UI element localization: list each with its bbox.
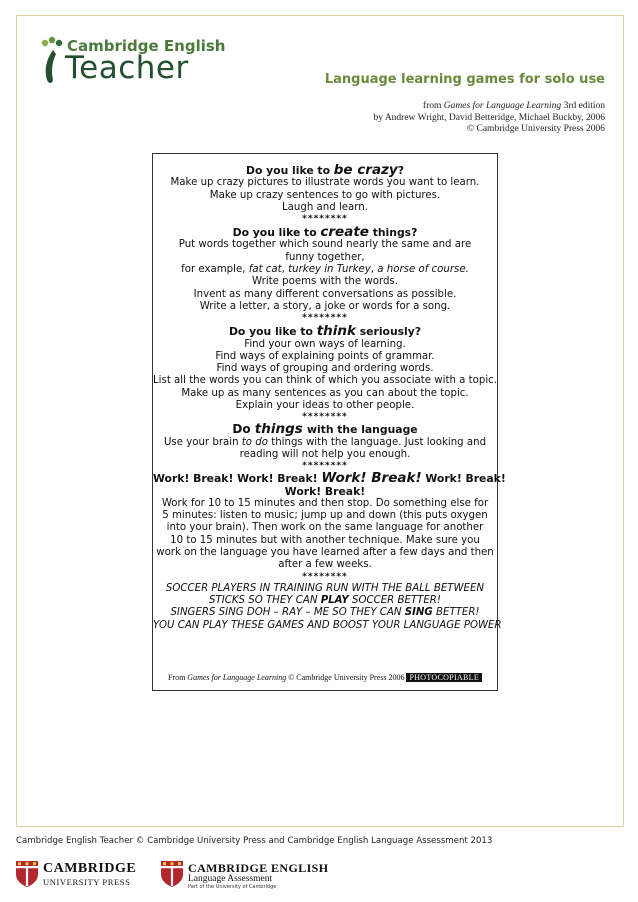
text-line: after a few weeks. bbox=[278, 559, 372, 571]
photocopiable-badge: PHOTOCOPIABLE bbox=[406, 673, 482, 682]
cambridge-shield-icon bbox=[15, 860, 39, 888]
separator-stars: ******** bbox=[302, 412, 348, 423]
footer-copyright: Cambridge English Teacher © Cambridge University Press and Cambridge English Language Assessment 2013 bbox=[16, 836, 493, 846]
heading-text: Work! Break! Work! Break! bbox=[153, 472, 318, 486]
heading-text: Do you like to bbox=[246, 164, 330, 177]
text-line: Put words together which sound nearly the same and are bbox=[178, 239, 472, 251]
text: for example, bbox=[181, 264, 246, 276]
source-citation bbox=[373, 101, 605, 136]
cambridge-university-press-logo[interactable] bbox=[15, 860, 150, 890]
text-line: into your brain). Then work on the same language for another bbox=[166, 522, 484, 534]
text: © Cambridge University Press 2006 bbox=[288, 673, 405, 682]
text-line: Make up as many sentences as you can about the topic. bbox=[181, 387, 469, 399]
heading-emphasis: think bbox=[316, 323, 356, 340]
text: SINGERS SING DOH – RAY – ME SO THEY CAN bbox=[170, 607, 402, 619]
text-line: Find your own ways of learning. bbox=[244, 338, 406, 350]
emphasis: SING bbox=[404, 607, 433, 619]
text-line: 10 to 15 minutes but with another technique. Make sure you bbox=[170, 534, 480, 546]
cela-wordmark: CAMBRIDGE ENGLISH bbox=[188, 861, 329, 875]
heading-text: with the language bbox=[306, 423, 418, 437]
caps-line bbox=[153, 607, 497, 619]
cela-subtitle: Language Assessment bbox=[188, 874, 273, 884]
text-line: Find ways of explaining points of grammar. bbox=[215, 350, 435, 362]
photocopiable-footer bbox=[153, 673, 497, 682]
text-line: reading will not help you enough. bbox=[239, 448, 411, 460]
logo-wordmark-main: Teacher bbox=[65, 50, 189, 86]
text-line: Invent as many different conversations as possible. bbox=[193, 288, 457, 300]
text-line: Write poems with the words. bbox=[252, 276, 398, 288]
heading-emphasis: Work! Break! bbox=[321, 470, 422, 487]
text-line: 5 minutes: listen to music; jump up and down (this puts oxygen bbox=[162, 510, 488, 522]
text-line: funny together, bbox=[285, 251, 365, 263]
heading-work-break-line2: Work! Break! bbox=[284, 484, 366, 498]
emphasis: PLAY bbox=[320, 594, 349, 606]
text-line: Write a letter, a story, a joke or words for a song. bbox=[199, 300, 451, 312]
caps-line bbox=[153, 595, 497, 607]
heading-text: Do you like to bbox=[232, 226, 317, 240]
text-line: Make up crazy sentences to go with pictures. bbox=[209, 189, 441, 201]
heading-do-things bbox=[153, 423, 497, 436]
example-phrase: turkey in Turkey bbox=[288, 264, 371, 276]
text-line: Work for 10 to 15 minutes and then stop. Do something else for bbox=[161, 497, 489, 509]
heading-text: Work! Break! bbox=[425, 472, 506, 486]
text: Use your brain bbox=[163, 436, 239, 448]
separator-stars: ******** bbox=[302, 214, 348, 225]
text: , bbox=[370, 264, 375, 276]
caps-line: SOCCER PLAYERS IN TRAINING RUN WITH THE BALL BETWEEN bbox=[165, 582, 485, 594]
text-line-examples bbox=[153, 264, 497, 276]
cambridge-shield-icon bbox=[160, 860, 184, 888]
heading-text: things? bbox=[372, 226, 418, 240]
separator-stars: ******** bbox=[302, 571, 348, 582]
citation-copyright: © Cambridge University Press 2006 bbox=[466, 124, 605, 134]
cup-wordmark: CAMBRIDGE bbox=[43, 861, 137, 876]
heading-be-crazy bbox=[153, 164, 497, 177]
cup-subtitle: UNIVERSITY PRESS bbox=[43, 877, 131, 887]
example-phrase: a horse of course. bbox=[377, 264, 469, 276]
heading-text: ? bbox=[397, 164, 404, 177]
caps-line: YOU CAN PLAY THESE GAMES AND BOOST YOUR LANGUAGE POWER bbox=[153, 619, 502, 631]
text-line: work on the language you have learned after a few days and then bbox=[156, 547, 494, 559]
heading-emphasis: things bbox=[254, 421, 303, 438]
heading-text: seriously? bbox=[359, 325, 422, 339]
heading-emphasis: be crazy bbox=[333, 162, 398, 178]
citation-book: Games for Language Learning bbox=[443, 101, 562, 111]
logo-wordmark-top: Cambridge English bbox=[67, 37, 226, 55]
text: things with the language. Just looking and bbox=[271, 436, 487, 448]
cambridge-english-language-assessment-logo[interactable] bbox=[160, 860, 330, 890]
separator-stars: ******** bbox=[302, 461, 348, 472]
person-leaf-icon bbox=[40, 36, 64, 86]
text: STICKS SO THEY CAN bbox=[209, 594, 318, 606]
cela-tagline: Part of the University of Cambridge bbox=[188, 884, 277, 890]
photocopiable-worksheet bbox=[152, 153, 506, 691]
citation-from: from bbox=[422, 101, 442, 111]
text-line bbox=[153, 437, 497, 449]
example-phrase: fat cat bbox=[248, 264, 282, 276]
citation-line-1 bbox=[373, 101, 605, 113]
text-line: Explain your ideas to other people. bbox=[235, 400, 415, 412]
text-line: Find ways of grouping and ordering words. bbox=[216, 363, 434, 375]
book-title: Games for Language Learning bbox=[187, 673, 287, 682]
text: From bbox=[167, 673, 186, 682]
heading-create bbox=[153, 226, 497, 239]
heading-text: Do you like to bbox=[228, 325, 313, 339]
text-line: List all the words you can think of which you associate with a topic. bbox=[153, 375, 497, 387]
text: SOCCER BETTER! bbox=[352, 594, 441, 606]
page-title: Language learning games for solo use bbox=[324, 72, 605, 87]
separator-stars: ******** bbox=[302, 313, 348, 324]
text-line: Laugh and learn. bbox=[282, 201, 368, 213]
text: , bbox=[281, 264, 285, 276]
worksheet-content bbox=[153, 162, 506, 632]
text: BETTER! bbox=[436, 607, 480, 619]
text-line: Make up crazy pictures to illustrate words you want to learn. bbox=[170, 177, 480, 189]
heading-text: Do bbox=[232, 422, 251, 437]
heading-work-break bbox=[153, 470, 506, 487]
citation-authors: by Andrew Wright, David Betteridge, Michael Buckby, 2006 bbox=[373, 112, 605, 123]
heading-emphasis: create bbox=[320, 224, 369, 241]
heading-think bbox=[153, 325, 497, 338]
citation-edition: 3rd edition bbox=[563, 101, 605, 111]
emphasis: to do bbox=[241, 436, 268, 448]
